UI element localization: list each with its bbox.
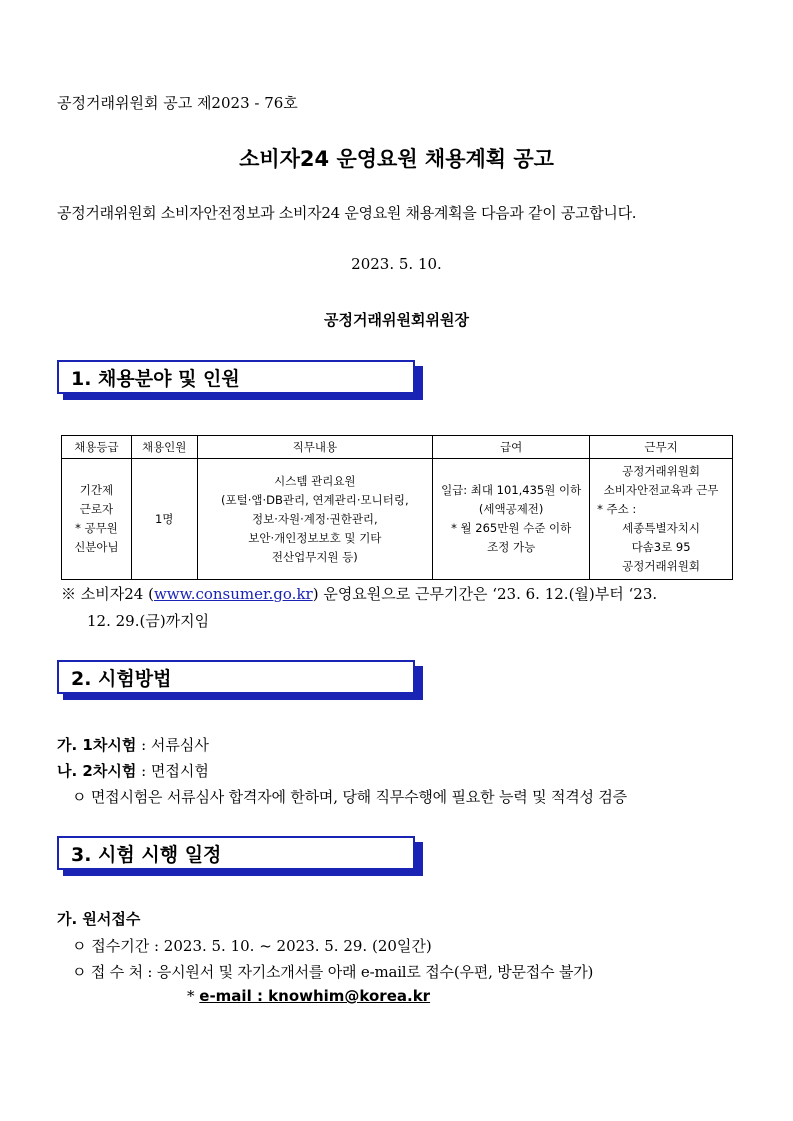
duties-line: 시스템 관리요원 [274,473,356,488]
location-line: 공정거래위원회 [622,559,700,573]
location-line: 공정거래위원회 [622,464,700,478]
section1-heading-label: 1. 채용분야 및 인원 [71,368,240,390]
duties-line: 정보·자원·계정·권한관리, [251,511,378,526]
work-period-note-line2: 12. 29.(금)까지임 [87,612,210,630]
exam-second-stage [57,760,209,781]
notice-number: 공정거래위원회 공고 제2023 - 76호 [57,94,298,112]
work-period-note [61,583,657,604]
table-header-row [62,436,733,459]
grade-cell [62,459,132,580]
section2-heading [57,660,417,694]
application-email-line [187,987,430,1005]
grade-line: * 공무원 [75,521,118,535]
duties-line: 보안·개인정보보호 및 기타 [248,530,382,545]
salary-cell [433,459,590,580]
grade-line: 근로자 [79,502,114,516]
table-row [62,459,733,580]
location-cell [590,459,733,580]
exam-second-text: : 면접시험 [136,762,209,780]
location-line: * 주소 : [597,502,637,516]
page-title: 소비자24 운영요원 채용계획 공고 [239,147,554,171]
salary-line: 조정 가능 [487,540,536,554]
exam-first-text: : 서류심사 [136,736,209,754]
note-suffix: ) 운영요원으로 근무기간은 ‘23. 6. 12.(월)부터 ‘23. [312,585,658,603]
salary-line: 일급: 최대 101,435원 이하 [441,483,582,497]
note-prefix: ※ 소비자24 ( [61,585,154,603]
table-header-cell: 급여 [433,436,590,459]
table-header-cell: 채용인원 [131,436,197,459]
location-line: 소비자안전교육과 근무 [603,483,719,497]
exam-first-stage [57,734,209,755]
grade-line: 신분아님 [74,540,119,554]
recruit-table [61,435,733,580]
email-prefix: * [187,987,200,1005]
section3-heading-label: 3. 시험 시행 일정 [71,844,222,866]
table-header-cell: 근무지 [590,436,733,459]
application-heading: 가. 원서접수 [57,910,141,928]
salary-line: * 월 265만원 수준 이하 [451,521,572,535]
signer: 공정거래위원회위원장 [324,311,469,329]
location-line: 다솜3로 95 [631,540,691,554]
section1-heading [57,360,417,394]
consumer-link[interactable]: www.consumer.go.kr [153,585,313,603]
intro-text: 공정거래위원회 소비자안전정보과 소비자24 운영요원 채용계획을 다음과 같이 공고합니다. [57,204,637,222]
notice-date: 2023. 5. 10. [351,255,442,273]
grade-line: 기간제 [79,483,114,497]
exam-first-label: 가. 1차시험 [57,736,137,754]
exam-interview-detail: ㅇ 면접시험은 서류심사 합격자에 한하며, 당해 직무수행에 필요한 능력 및 적격성 검증 [72,788,627,806]
application-place: ㅇ 접 수 처 : 응시원서 및 자기소개서를 아래 e-mail로 접수(우편, 방문접수 불가) [72,963,594,981]
exam-second-label: 나. 2차시험 [57,762,137,780]
application-period: ㅇ 접수기간 : 2023. 5. 10. ~ 2023. 5. 29. (20일간) [72,937,432,955]
table-header-cell: 채용등급 [62,436,132,459]
salary-line: (세액공제전) [478,502,544,516]
duties-cell [197,459,433,580]
section2-heading-label: 2. 시험방법 [71,668,172,690]
application-email[interactable]: e-mail : knowhim@korea.kr [199,987,431,1005]
duties-line: (포털·앱·DB관리, 연계관리·모니터링, [221,492,409,507]
count-cell: 1명 [131,459,197,580]
section3-heading [57,836,417,870]
duties-line: 전산업무지원 등) [271,549,358,564]
table-header-cell: 직무내용 [197,436,433,459]
location-line: 세종특별자치시 [622,521,700,535]
